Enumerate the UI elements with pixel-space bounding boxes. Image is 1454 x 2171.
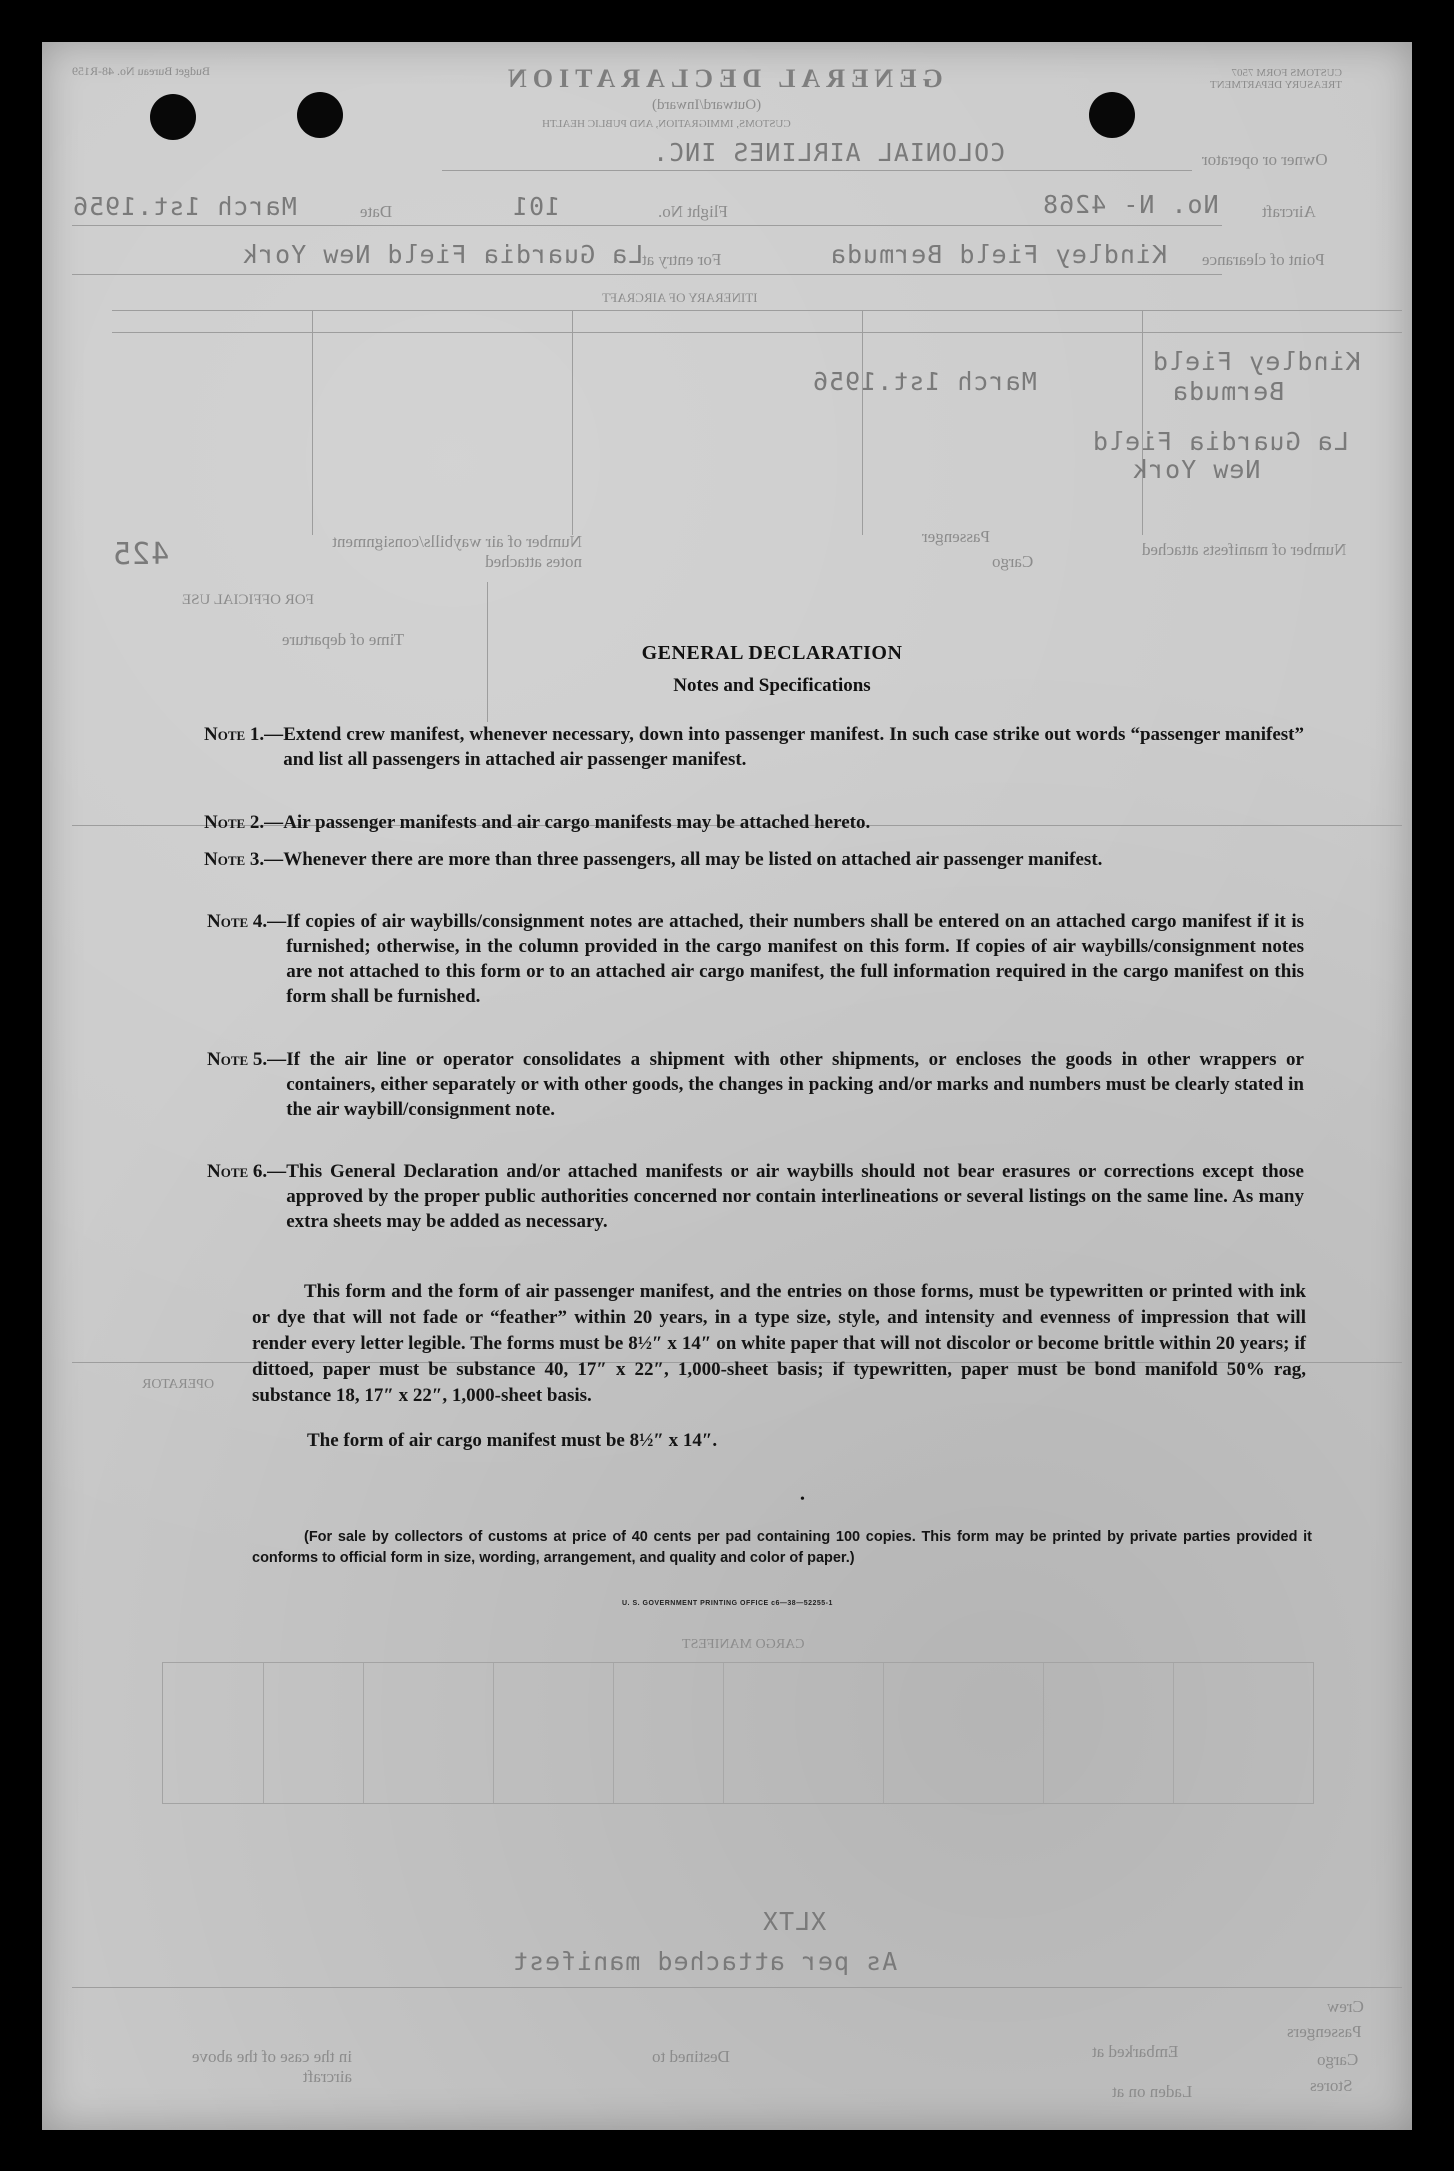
ghost-cargo-col (493, 1663, 494, 1803)
ghost-aircraft-value: No. N- 4268 (1042, 190, 1219, 219)
ghost-aircraft-label: Aircraft (1262, 202, 1316, 221)
ghost-form-subtitle: (Outward/Inward) (652, 97, 762, 113)
ghost-operator-label: OPERATOR (142, 1377, 215, 1392)
ghost-destined-label: Destined to (652, 2047, 730, 2066)
ghost-waybills-label: Number of air waybills/consignment notes attached (332, 532, 582, 571)
ghost-operator-name: COLONIAL AIRLINES INC. (652, 138, 1006, 167)
ghost-passenger-label: Passenger (922, 527, 990, 546)
ghost-form-title: GENERAL DECLARATION (502, 64, 943, 93)
note-6-label: Note 6.— (207, 1161, 287, 1182)
ghost-cargo-col (363, 1663, 364, 1803)
note-3 (204, 847, 1304, 872)
notes-subtitle: Notes and Specifications (673, 675, 871, 696)
ghost-dept: CUSTOMS FORM 7507 TREASURY DEPARTMENT (1209, 67, 1342, 91)
ghost-entry-value: La Guardia Field New York (242, 240, 644, 269)
ghost-rule-1 (442, 170, 1192, 171)
punch-hole-left-2 (297, 92, 343, 138)
ghost-cargo-col (723, 1663, 724, 1803)
ghost-laden-label: Laden on at (1112, 2082, 1193, 2101)
cargo-size-line: The form of air cargo manifest must be 8½″ x 14″. (307, 1430, 718, 1451)
document-sheet (42, 42, 1412, 2130)
ghost-aircraft-case: in the case of the above aircraft (191, 2047, 352, 2086)
note-5 (207, 1047, 1304, 1122)
ghost-rule-2 (72, 225, 1222, 226)
ghost-itin-origin-2: Bermuda (1172, 377, 1285, 406)
ghost-crew: Crew (1327, 1997, 1364, 2016)
ghost-clearance-value: Kindley Field Bermuda (830, 240, 1168, 269)
bullet-dot: • (800, 1492, 805, 1507)
note-1-label: Note 1.— (204, 724, 284, 745)
ghost-manifests-label: Number of manifests attached (1142, 540, 1347, 559)
ghost-time-departure: Time of departure (282, 630, 405, 649)
ghost-passengers: Passengers (1287, 2022, 1362, 2041)
note-1 (204, 722, 1304, 772)
gpo-line: U. S. GOVERNMENT PRINTING OFFICE c6—38—52255-1 (622, 1600, 833, 1607)
ghost-cargo-manifest-label: CARGO MANIFEST (682, 1637, 805, 1652)
ghost-clearance-label: Point of clearance (1202, 250, 1325, 269)
note-6-text: This General Declaration and/or attached manifests or air waybills should not bear erasures or corrections except those approved by the proper public authorities concerned nor contain interlineations or several listings on the same line. As many extra sheets may be added as necessary. (286, 1161, 1304, 1232)
ghost-date-label: Date (360, 202, 393, 221)
ghost-official-use: FOR OFFICIAL USE (182, 592, 314, 608)
ghost-itinerary-col-2 (572, 310, 573, 535)
ghost-itinerary-col-1 (312, 310, 313, 535)
note-4-label: Note 4.— (207, 911, 287, 932)
ghost-flight-label: Flight No. (658, 202, 728, 221)
ghost-itinerary-col-3 (862, 310, 863, 535)
note-4-text: If copies of air waybills/consignment notes are attached, their numbers shall be entered on an attached cargo manifest if it is furnished; otherwise, in the column provided in the cargo manifest on this form. If copies of air waybills/consignment notes are not attached to this form or to an attached air cargo manifest, the full information required in the cargo manifest on this form shall be furnished. (286, 911, 1304, 1007)
sale-notice: (For sale by collectors of customs at price of 40 cents per pad containing 100 copies. This form may be printed by private parties provided it conforms to official form in size, wording, arrangement, and quality and color of paper.) (252, 1529, 1312, 1566)
ghost-stores: Stores (1310, 2076, 1353, 2095)
ghost-itinerary-col-4 (1142, 310, 1143, 535)
ghost-embarked-label: Embarked at (1092, 2042, 1179, 2061)
ghost-cargo: Cargo (1317, 2050, 1359, 2069)
note-2-text: Air passenger manifests and air cargo manifests may be attached hereto. (283, 812, 871, 833)
ghost-flight-value: 101 (512, 192, 561, 221)
ghost-cargo-col (1043, 1663, 1044, 1803)
note-4 (207, 909, 1304, 1009)
note-5-text: If the air line or operator consolidates a shipment with other shipments, or encloses the goods in other wrappers or containers, either separately or with other goods, the changes in packing and/or marks and numbers must be clearly stated in the air waybill/consignment note. (286, 1049, 1304, 1120)
note-2 (204, 810, 1304, 835)
note-1-text: Extend crew manifest, whenever necessary, down into passenger manifest. In such case strike out words “passenger manifest” and list all passengers in attached air passenger manifest. (283, 724, 1304, 770)
ghost-entry-label: For entry at (642, 250, 722, 269)
ghost-cargo-col (263, 1663, 264, 1803)
ghost-rule-4 (487, 582, 488, 722)
ghost-itinerary-header (112, 332, 1402, 333)
punch-hole-right (1089, 92, 1135, 138)
note-3-text: Whenever there are more than three passengers, all may be listed on attached air passenger manifest. (283, 849, 1103, 870)
ghost-cargo-col (613, 1663, 614, 1803)
punch-hole-left-1 (150, 94, 196, 140)
notes-title: GENERAL DECLARATION (641, 642, 903, 664)
ghost-cargo-col (883, 1663, 884, 1803)
note-6 (207, 1159, 1304, 1234)
ghost-cargo-table (162, 1662, 1314, 1804)
ghost-waybills-value: 425 (112, 537, 170, 572)
ghost-rule-7 (72, 1987, 1402, 1988)
note-3-label: Note 3.— (204, 849, 284, 870)
ghost-date-value: March 1st.1956 (72, 192, 297, 221)
note-5-label: Note 5.— (207, 1049, 287, 1070)
ghost-agencies: CUSTOMS, IMMIGRATION, AND PUBLIC HEALTH (542, 118, 791, 130)
ghost-cargo-col (1173, 1663, 1174, 1803)
ghost-itinerary-label: ITINERARY OF AIRCRAFT (602, 290, 758, 305)
ghost-itin-date: March 1st.1956 (812, 367, 1037, 396)
note-2-label: Note 2.— (204, 812, 284, 833)
ghost-owner-label: Owner or operator (1202, 150, 1328, 169)
ghost-itin-dest-2: New York (1132, 455, 1261, 484)
ghost-rule-3 (72, 274, 1222, 275)
ghost-cargo-label: Cargo (992, 552, 1034, 571)
ghost-itin-origin-1: Kindley Field (1152, 347, 1361, 376)
ghost-budget-number: Budget Bureau No. 48-R159 (72, 64, 210, 78)
spec-paragraph: This form and the form of air passenger manifest, and the entries on those forms, must be typewritten or printed with ink or dye that will not fade or “feather” within 20 years, in a type size, style, and intensity and evenness of impression that will render every letter legible. The forms must be 8½″ x 14″ on white paper that will not discolor or become brittle within 20 years; if dittoed, paper must be substance 40, 17″ x 22″, 1,000-sheet basis; if typewritten, paper must be bond manifold 50% rag, substance 18, 17″ x 22″, 1,000-sheet basis. (252, 1281, 1306, 1406)
ghost-itin-dest-1: La Guardia Field (1092, 427, 1349, 456)
ghost-cargo-entry-2: As per attached manifest (512, 1947, 898, 1976)
ghost-cargo-entry-1: XLTX (762, 1907, 827, 1936)
ghost-itinerary-top (112, 310, 1402, 311)
